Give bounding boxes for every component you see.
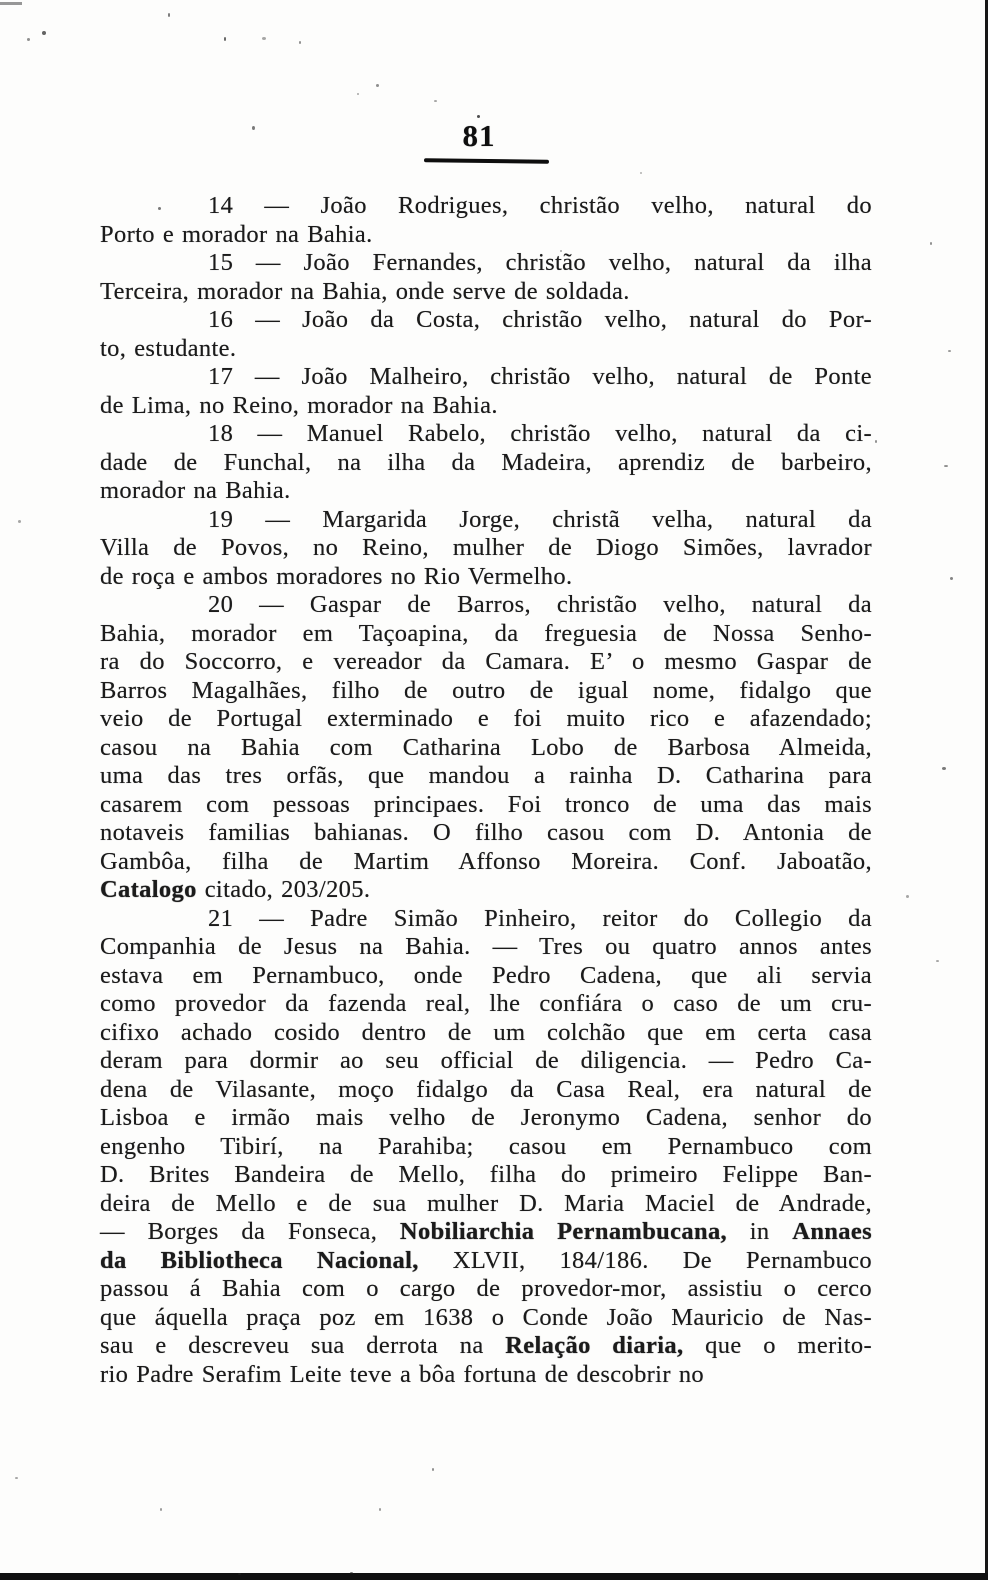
text-run: notaveis familias bahianas. O filho casou com D. Antonia de (100, 819, 872, 846)
text-run: deram para dormir ao seu official de diligencia. — Pedro Ca- (100, 1047, 872, 1074)
scan-edge-artifact-top (0, 2, 22, 5)
text-run: como provedor da fazenda real, lhe confiára o caso de um cru- (100, 990, 872, 1017)
text-run: estava em Pernambuco, onde Pedro Cadena, que ali servia (100, 961, 872, 989)
text-run: passou á Bahia com o cargo de provedor-mor, assistiu o cerco (100, 1275, 872, 1302)
text-run: Companhia de Jesus na Bahia. — Tres ou quatro annos antes (100, 933, 872, 960)
text-run: citado, 203/205. (196, 876, 371, 903)
text-line (100, 734, 872, 763)
text-run: de roça e ambos moradores no Rio Vermelho. (100, 562, 573, 590)
text-line (100, 1332, 872, 1361)
text-line (100, 620, 872, 649)
text-run: XLVII, 184/186. De Pernambuco (418, 1246, 872, 1274)
text-run: de Lima, no Reino, morador na Bahia. (100, 391, 498, 419)
scan-speck (18, 520, 21, 523)
scan-speck (936, 960, 939, 962)
text-line (100, 221, 872, 250)
text-run: casarem com pessoas principaes. Foi tronco de uma das mais (100, 790, 872, 818)
text-line (100, 1275, 872, 1304)
scan-speck (379, 1508, 381, 1511)
scan-speck (42, 31, 46, 35)
text-line (100, 1076, 872, 1105)
text-line (100, 192, 872, 221)
scan-speck (948, 350, 951, 352)
text-line (100, 1247, 872, 1276)
text-line (100, 449, 872, 478)
text-run: ra do Soccorro, e vereador da Camara. E’ o mesmo Gaspar de (100, 648, 872, 675)
scan-speck (560, 250, 562, 252)
text-line (100, 848, 872, 877)
text-run: Gambôa, filha de Martim Affonso Moreira. Conf. Jaboatão, (100, 847, 872, 875)
text-run: Lisboa e irmão mais velho de Jeronymo Cadena, senhor do (100, 1104, 872, 1131)
text-line (100, 905, 872, 934)
text-run: 16 — João da Costa, christão velho, natural do Por- (208, 306, 872, 333)
scan-speck (432, 1468, 434, 1471)
text-line (100, 306, 872, 335)
text-run: in (727, 1218, 793, 1245)
text-line (100, 278, 872, 307)
text-run: engenho Tibirí, na Parahiba; casou em Pernambuco com (100, 1132, 872, 1160)
text-run: que o merito- (683, 1332, 872, 1359)
text-run: morador na Bahia. (100, 477, 291, 504)
scan-speck (158, 207, 161, 210)
page-number: 81 (462, 118, 496, 153)
text-run: 17 — João Malheiro, christão velho, natural de Ponte (208, 363, 872, 390)
text-block (100, 192, 872, 1389)
text-run: rio Padre Serafim Leite teve a bôa fortuna de descobrir no (100, 1360, 705, 1388)
scan-speck (262, 37, 266, 40)
text-run: Bahia, morador em Taçoapina, da freguesia de Nossa Senho- (100, 619, 872, 647)
text-line (100, 762, 872, 791)
text-run: to, estudante. (100, 334, 237, 362)
text-run-bold: Relação diaria, (505, 1332, 684, 1359)
text-line (100, 392, 872, 421)
text-line (100, 1133, 872, 1162)
text-run-bold: Nobiliarchia Pernambucana, (399, 1218, 728, 1245)
scan-speck (640, 172, 642, 174)
scan-speck (950, 577, 953, 580)
scan-speck (906, 895, 909, 898)
text-run: 15 — João Fernandes, christão velho, natural da ilha (208, 249, 872, 276)
text-run: deira de Mello e de sua mulher D. Maria Maciel de Andrade, (100, 1189, 872, 1217)
text-line (100, 990, 872, 1019)
scan-speck (15, 1477, 18, 1479)
text-run: Villa de Povos, no Reino, mulher de Diogo Simões, lavrador (100, 534, 872, 561)
text-run: que áquella praça poz em 1638 o Conde João Mauricio de Nas- (100, 1303, 872, 1331)
text-line (100, 705, 872, 734)
text-run-bold: da Bibliotheca Nacional, (100, 1246, 419, 1274)
text-line (100, 477, 872, 506)
scan-speck (299, 41, 301, 44)
text-run: D. Brites Bandeira de Mello, filha do primeiro Felippe Ban- (100, 1161, 872, 1188)
text-line (100, 962, 872, 991)
scan-speck (376, 84, 379, 87)
scan-speck (477, 115, 480, 118)
text-run: uma das tres orfãs, que mandou a rainha D. Catharina para (100, 762, 872, 789)
scan-speck (252, 126, 255, 130)
text-line (100, 648, 872, 677)
text-run: sau e descreveu sua derrota na (100, 1332, 506, 1359)
scan-speck (238, 1573, 241, 1575)
scan-speck (930, 242, 932, 245)
text-run: Terceira, morador na Bahia, onde serve de soldada. (100, 277, 630, 305)
scan-speck (27, 38, 30, 41)
scan-speck (942, 767, 946, 770)
text-line (100, 591, 872, 620)
text-line (100, 563, 872, 592)
text-line (100, 1104, 872, 1133)
text-line (100, 791, 872, 820)
text-line (100, 1161, 872, 1190)
text-run: Barros Magalhães, filho de outro de igual nome, fidalgo que (100, 676, 872, 704)
text-line (100, 506, 872, 535)
scan-edge-artifact-bottom (0, 1573, 988, 1580)
scan-speck (160, 1508, 162, 1511)
scan-speck (434, 100, 437, 102)
text-run: 14 — João Rodrigues, christão velho, natural do (208, 192, 872, 219)
scan-speck (875, 440, 877, 443)
text-line (100, 335, 872, 364)
text-run: Porto e morador na Bahia. (100, 220, 373, 248)
text-line (100, 1190, 872, 1219)
text-line (100, 677, 872, 706)
text-line (100, 1047, 872, 1076)
scan-speck (944, 465, 948, 467)
text-line (100, 819, 872, 848)
text-line (100, 249, 872, 278)
text-run: 21 — Padre Simão Pinheiro, reitor do Collegio da (208, 904, 872, 932)
text-run: 19 — Margarida Jorge, christã velha, natural da (208, 505, 872, 533)
scan-speck (224, 37, 226, 41)
text-run-bold: Catalogo (100, 876, 197, 903)
scan-speck (168, 13, 170, 17)
text-run-bold: Annaes (792, 1218, 872, 1245)
text-line (100, 363, 872, 392)
text-run: dade de Funchal, na ilha da Madeira, aprendiz de barbeiro, (100, 448, 872, 476)
text-run: — Borges da Fonseca, (100, 1218, 400, 1245)
text-line (100, 420, 872, 449)
text-run: casou na Bahia com Catharina Lobo de Barbosa Almeida, (100, 733, 872, 761)
scan-speck (357, 93, 359, 95)
text-run: dena de Vilasante, moço fidalgo da Casa Real, era natural de (100, 1075, 872, 1103)
text-run: 18 — Manuel Rabelo, christão velho, natural da ci- (208, 420, 872, 447)
text-run: cifixo achado cosido dentro de um colchão que em certa casa (100, 1018, 872, 1046)
text-line (100, 1361, 872, 1390)
text-line (100, 1304, 872, 1333)
text-line (100, 534, 872, 563)
text-line (100, 876, 872, 905)
text-line (100, 1218, 872, 1247)
text-line (100, 1019, 872, 1048)
text-run: 20 — Gaspar de Barros, christão velho, natural da (208, 591, 872, 618)
page-number-rule (424, 158, 549, 163)
scan-speck (350, 1572, 353, 1574)
text-line (100, 933, 872, 962)
text-run: veio de Portugal exterminado e foi muito rico e afazendado; (100, 705, 872, 732)
